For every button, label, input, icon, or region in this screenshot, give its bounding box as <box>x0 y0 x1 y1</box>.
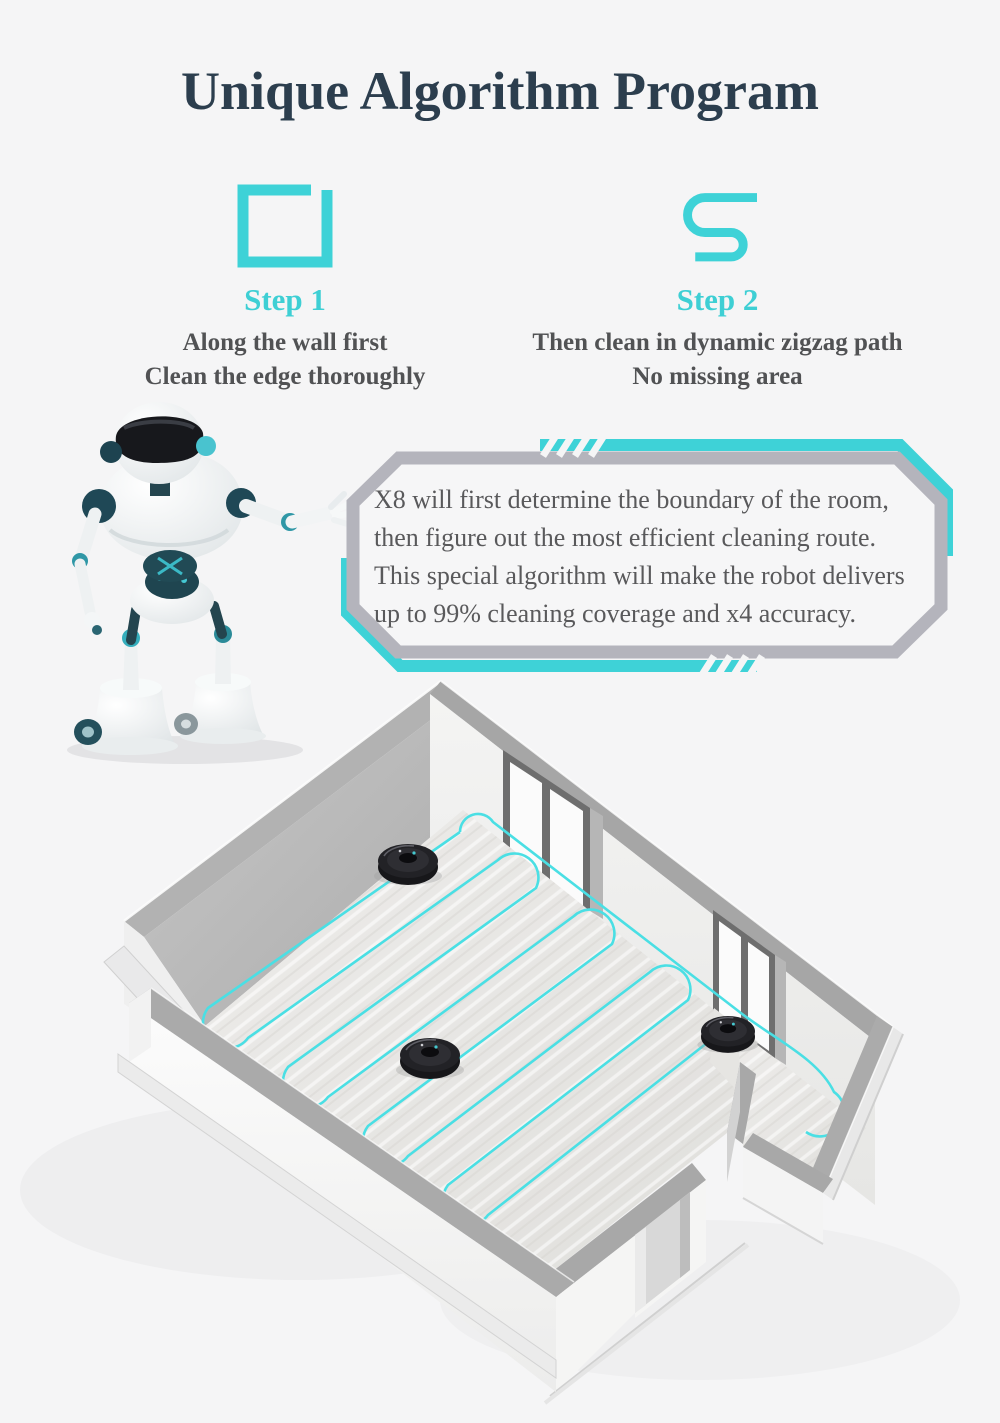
step-1-line-1: Along the wall first <box>182 329 388 356</box>
step-2-label: Step 2 <box>676 282 759 317</box>
callout-text <box>374 481 946 633</box>
step-2-line-2: No missing area <box>632 363 803 390</box>
page-title: Unique Algorithm Program <box>181 61 819 121</box>
mascot-ear-left <box>100 441 122 463</box>
callout-line-1: X8 will first determine the boundary of the room, <box>374 485 889 514</box>
step-1-line-2: Clean the edge thoroughly <box>144 363 426 390</box>
mascot-robot <box>67 402 360 764</box>
step-2-line-1: Then clean in dynamic zigzag path <box>532 329 903 356</box>
callout-line-2: then figure out the most efficient cleaning route. <box>374 523 877 552</box>
callout-line-4: up to 99% cleaning coverage and x4 accuracy. <box>374 599 856 628</box>
step-1-label: Step 1 <box>244 282 326 317</box>
mascot-ear-right <box>196 436 216 456</box>
callout-line-3: This special algorithm will make the robot delivers <box>374 561 905 590</box>
